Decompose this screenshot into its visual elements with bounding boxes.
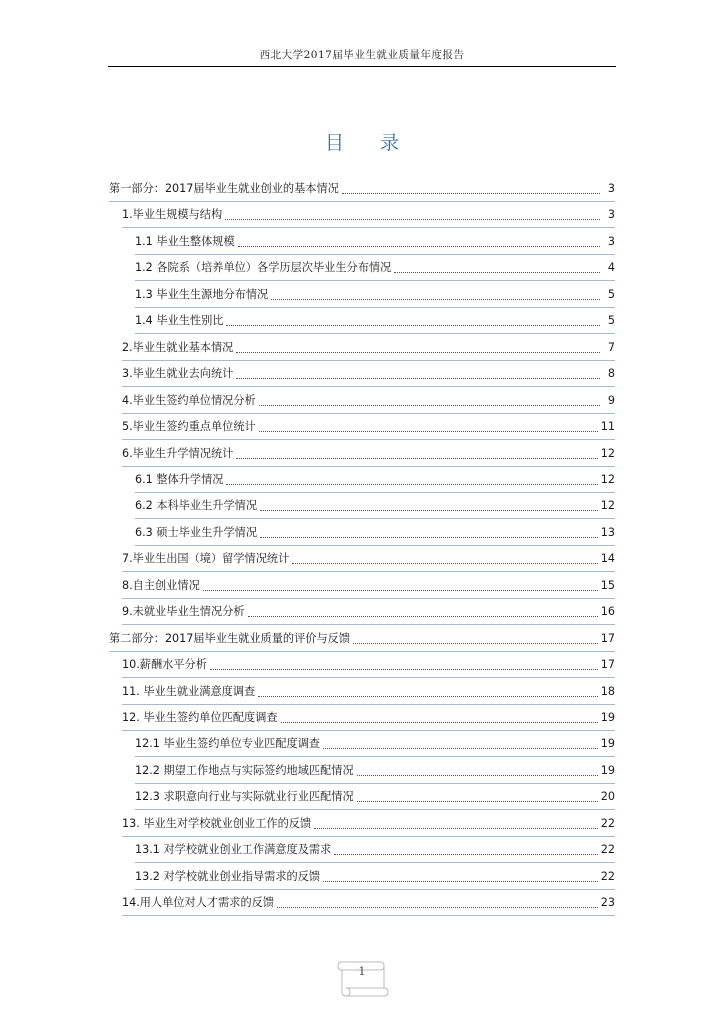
toc-entry[interactable] [135,467,615,493]
toc-entry[interactable] [122,546,615,572]
toc-entry[interactable] [135,731,615,757]
toc-entry-label: 12.3 求职意向行业与实际就业行业匹配情况 [135,790,354,804]
toc-entry-label: 6.3 硕士毕业生升学情况 [135,525,258,539]
toc-entry-page: 3 [607,234,615,248]
toc-entry[interactable] [122,441,615,467]
toc-entry-label: 第二部分：2017届毕业生就业质量的评价与反馈 [109,631,351,645]
toc-entry[interactable] [122,414,615,440]
toc-leader-dots [236,351,600,353]
toc-entry[interactable] [122,705,615,731]
toc-entry-page: 20 [600,790,615,804]
toc-entry-label: 第一部分：2017届毕业生就业创业的基本情况 [109,182,339,195]
toc-entry-label: 3.毕业生就业去向统计 [122,367,234,381]
toc-entry-label: 5.毕业生签约重点单位统计 [122,420,256,434]
toc-entry-label: 13. 毕业生对学校就业创业工作的反馈 [122,816,312,830]
toc-entry-label: 4.毕业生签约单位情况分析 [122,393,256,407]
toc-entry-label: 1.1 毕业生整体规模 [135,234,235,248]
toc-entry-label: 1.4 毕业生性别比 [135,314,224,328]
toc-leader-dots [226,324,600,326]
toc-entry-page: 17 [600,658,615,672]
toc-entry[interactable] [122,652,615,678]
toc-entry-label: 13.1 对学校就业创业工作满意度及需求 [135,843,332,857]
toc-entry[interactable] [135,837,615,863]
toc-entry[interactable] [122,679,615,705]
toc-entry[interactable] [135,308,615,334]
header-rule [108,66,616,67]
toc-entry[interactable] [122,890,615,916]
toc-entry[interactable] [122,202,615,228]
toc-entry-page: 19 [600,763,615,777]
toc-entry-page: 22 [600,843,615,857]
toc-leader-dots [342,192,600,194]
toc-entry-label: 6.2 本科毕业生升学情况 [135,499,258,513]
page-number: 1 [358,965,366,978]
toc-entry-page: 19 [600,737,615,751]
toc-entry[interactable] [122,388,615,414]
toc-entry-label: 1.毕业生规模与结构 [122,208,223,222]
toc-leader-dots [277,906,598,908]
toc-entry-page: 12 [600,446,615,460]
toc-leader-dots [259,404,600,406]
toc-entry[interactable] [135,493,615,519]
toc-entry-page: 16 [600,605,615,619]
toc-leader-dots [248,615,598,617]
toc-leader-dots [238,245,600,247]
toc-leader-dots [357,800,598,802]
toc-leader-dots [323,747,598,749]
toc-entry[interactable] [135,864,615,890]
toc-leader-dots [292,562,597,564]
toc-leader-dots [260,509,598,511]
toc-entry-page: 12 [600,472,615,486]
toc-entry-underline [122,915,615,916]
toc-entry-label: 12.2 期望工作地点与实际签约地域匹配情况 [135,763,354,777]
toc-entry[interactable] [135,229,615,255]
toc-title: 目 录 [324,132,400,154]
toc-entry[interactable] [109,626,615,652]
toc-entry-label: 14.用人单位对人才需求的反馈 [122,896,275,910]
toc-leader-dots [357,774,598,776]
toc-entry[interactable] [135,282,615,308]
toc-entry-page: 9 [607,393,615,407]
toc-entry-page: 14 [600,552,615,566]
toc-entry-page: 8 [607,367,615,381]
toc-leader-dots [281,721,598,723]
toc-leader-dots [226,483,597,485]
toc-entry-label: 10.薪酬水平分析 [122,658,207,672]
toc-entry-page: 13 [600,525,615,539]
toc-entry-page: 19 [600,711,615,724]
toc-entry-label: 8.自主创业情况 [122,578,200,592]
page-number-scroll-icon [332,956,392,1000]
toc-entry-page: 18 [600,684,615,698]
toc-entry-label: 1.2 各院系（培养单位）各学历层次毕业生分布情况 [135,261,392,275]
toc-entry-page: 4 [607,261,615,275]
toc-leader-dots [314,827,598,829]
toc-leader-dots [259,430,598,432]
toc-entry[interactable] [122,361,615,387]
toc-entry[interactable] [122,811,615,837]
toc-entry[interactable] [135,758,615,784]
toc-entry-page: 5 [607,314,615,328]
toc-entry[interactable] [122,573,615,599]
toc-leader-dots [236,377,600,379]
toc-entry-label: 7.毕业生出国（境）留学情况统计 [122,552,290,566]
toc-leader-dots [394,271,600,273]
toc-leader-dots [334,853,597,855]
toc-entry-page: 11 [600,420,615,434]
toc-entry-label: 12.1 毕业生签约单位专业匹配度调查 [135,737,321,751]
toc-entry-label: 1.3 毕业生生源地分布情况 [135,287,269,301]
toc-entry-label: 9.未就业毕业生情况分析 [122,605,245,619]
toc-entry-page: 3 [607,182,615,195]
toc-entry-label: 6.1 整体升学情况 [135,472,224,486]
toc-leader-dots [258,695,598,697]
toc-entry[interactable] [135,520,615,546]
toc-entry-page: 3 [607,208,615,222]
toc-leader-dots [271,298,600,300]
toc-leader-dots [353,642,598,644]
toc-entry[interactable] [122,599,615,625]
toc-entry-page: 5 [607,287,615,301]
toc-entry-label: 13.2 对学校就业创业指导需求的反馈 [135,869,321,883]
toc-leader-dots [225,218,600,220]
toc-leader-dots [203,589,598,591]
toc-leader-dots [236,457,597,459]
toc-entry-page: 7 [607,340,615,354]
toc-entry-page: 15 [600,578,615,592]
toc-entry[interactable] [109,176,615,202]
toc-entry-page: 12 [600,499,615,513]
toc-entry-page: 22 [600,816,615,830]
toc-entry-label: 2.毕业生就业基本情况 [122,340,234,354]
toc-entry[interactable] [135,255,615,281]
toc-entry-label: 6.毕业生升学情况统计 [122,446,234,460]
toc-entry-page: 22 [600,869,615,883]
toc-entry-page: 23 [600,896,615,910]
toc-entry-page: 17 [600,631,615,645]
toc-entry-label: 12. 毕业生签约单位匹配度调查 [122,711,278,724]
running-header: 西北大学2017届毕业生就业质量年度报告 [259,49,465,61]
toc-entry-label: 11. 毕业生就业满意度调查 [122,684,256,698]
toc-entry[interactable] [135,784,615,810]
toc-entry[interactable] [122,335,615,361]
toc-leader-dots [323,880,598,882]
toc-leader-dots [260,536,598,538]
toc-leader-dots [210,668,598,670]
